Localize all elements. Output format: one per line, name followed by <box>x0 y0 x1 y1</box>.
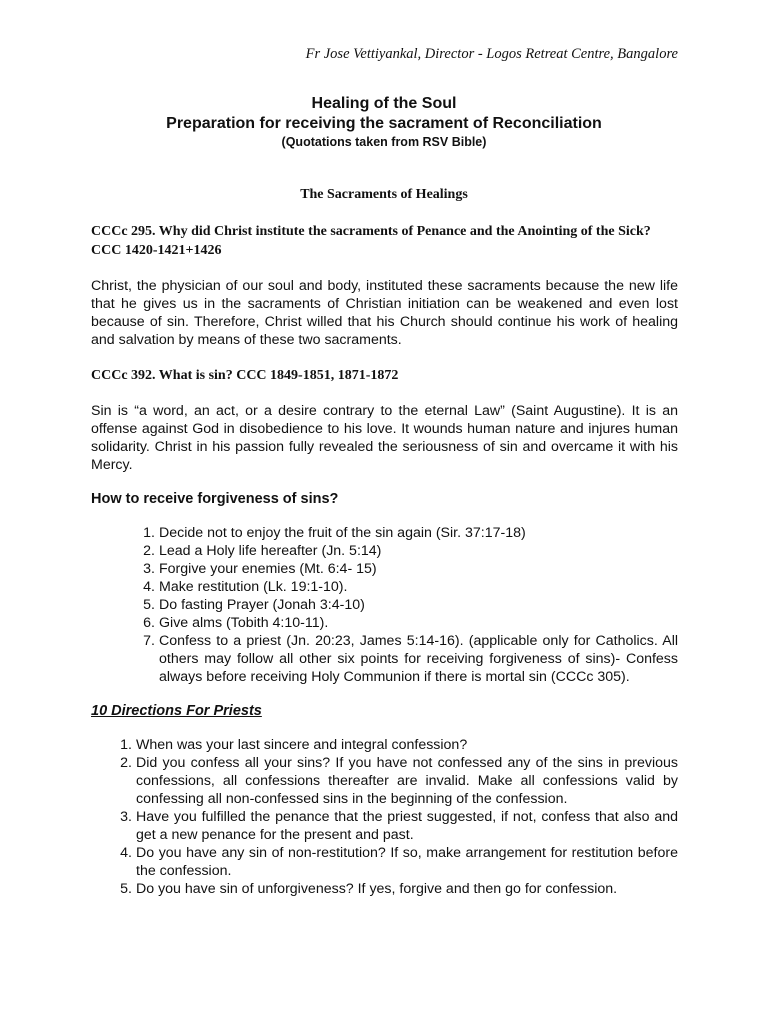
list-item-number: 3. <box>120 809 132 825</box>
list-item-number: 2. <box>143 543 155 559</box>
forgiveness-heading: How to receive forgiveness of sins? <box>91 491 339 507</box>
list-item-number: 1. <box>143 525 155 541</box>
directions-list <box>112 736 678 898</box>
list-item-number: 1. <box>120 737 132 753</box>
list-item-number: 4. <box>143 579 155 595</box>
list-item <box>135 524 678 542</box>
list-item-number: 5. <box>143 597 155 613</box>
list-item <box>135 632 678 686</box>
question-heading-295: CCCc 295. Why did Christ institute the sacraments of Penance and the Anointing of the Sick? CCC 1420-1421+1426 <box>91 224 651 258</box>
list-item-text: Did you confess all your sins? If you have not confessed any of the sins in previous confessions, all confessions thereafter are invalid. Make all confessions valid by confessing all non-confessed sins in the beginning of the confession. <box>136 755 678 807</box>
document-source-note: (Quotations taken from RSV Bible) <box>281 135 487 149</box>
list-item-text: Give alms (Tobith 4:10-11). <box>159 615 329 631</box>
list-item-text: Do you have sin of unforgiveness? If yes, forgive and then go for confession. <box>136 881 618 897</box>
directions-heading: 10 Directions For Priests <box>91 703 262 719</box>
list-item <box>135 560 678 578</box>
list-item <box>135 596 678 614</box>
list-item-text: Have you fulfilled the penance that the priest suggested, if not, confess that also and get a new penance for the present and past. <box>136 809 678 843</box>
list-item-number: 4. <box>120 845 132 861</box>
list-item <box>135 614 678 632</box>
list-item-number: 7. <box>143 633 155 649</box>
list-item-number: 2. <box>120 755 132 771</box>
list-item-text: Confess to a priest (Jn. 20:23, James 5:14-16). (applicable only for Catholics. All others may follow all other six points for receiving forgiveness of sins)- Confess always before receiving Holy Communion if there is mortal sin (CCCc 305). <box>159 633 678 685</box>
list-item <box>135 578 678 596</box>
list-item-number: 3. <box>143 561 155 577</box>
list-item-text: Forgive your enemies (Mt. 6:4- 15) <box>159 561 377 577</box>
page-header-author: Fr Jose Vettiyankal, Director - Logos Retreat Centre, Bangalore <box>305 46 678 62</box>
list-item <box>112 844 678 880</box>
list-item <box>112 754 678 808</box>
list-item <box>112 880 678 898</box>
forgiveness-list <box>135 524 678 686</box>
document-subtitle: Preparation for receiving the sacrament of Reconciliation <box>166 115 602 132</box>
list-item <box>112 736 678 754</box>
list-item <box>112 808 678 844</box>
answer-paragraph-295: Christ, the physician of our soul and body, instituted these sacraments because the new life that he gives us in the sacraments of Christian initiation can be weakened and even lost because of sin. Therefore, Christ willed that his Church should continue his work of healing and salvation by means of these two sacraments. <box>91 278 678 348</box>
document-body <box>91 222 678 898</box>
document-title: Healing of the Soul <box>311 95 457 112</box>
list-item-number: 6. <box>143 615 155 631</box>
list-item-text: Do you have any sin of non-restitution? If so, make arrangement for restitution before the confession. <box>136 845 678 879</box>
list-item <box>135 542 678 560</box>
answer-paragraph-392: Sin is “a word, an act, or a desire contrary to the eternal Law” (Saint Augustine). It is an offense against God in disobedience to his love. It wounds human nature and injures human solidarity. Christ in his passion fully revealed the seriousness of sin and overcame it with his Mercy. <box>91 403 678 473</box>
list-item-text: When was your last sincere and integral confession? <box>136 737 468 753</box>
title-block <box>0 94 768 150</box>
section-heading: The Sacraments of Healings <box>300 187 468 202</box>
question-heading-392: CCCc 392. What is sin? CCC 1849-1851, 1871-1872 <box>91 368 399 383</box>
list-item-number: 5. <box>120 881 132 897</box>
list-item-text: Do fasting Prayer (Jonah 3:4-10) <box>159 597 365 613</box>
list-item-text: Lead a Holy life hereafter (Jn. 5:14) <box>159 543 382 559</box>
list-item-text: Make restitution (Lk. 19:1-10). <box>159 579 348 595</box>
list-item-text: Decide not to enjoy the fruit of the sin again (Sir. 37:17-18) <box>159 525 526 541</box>
